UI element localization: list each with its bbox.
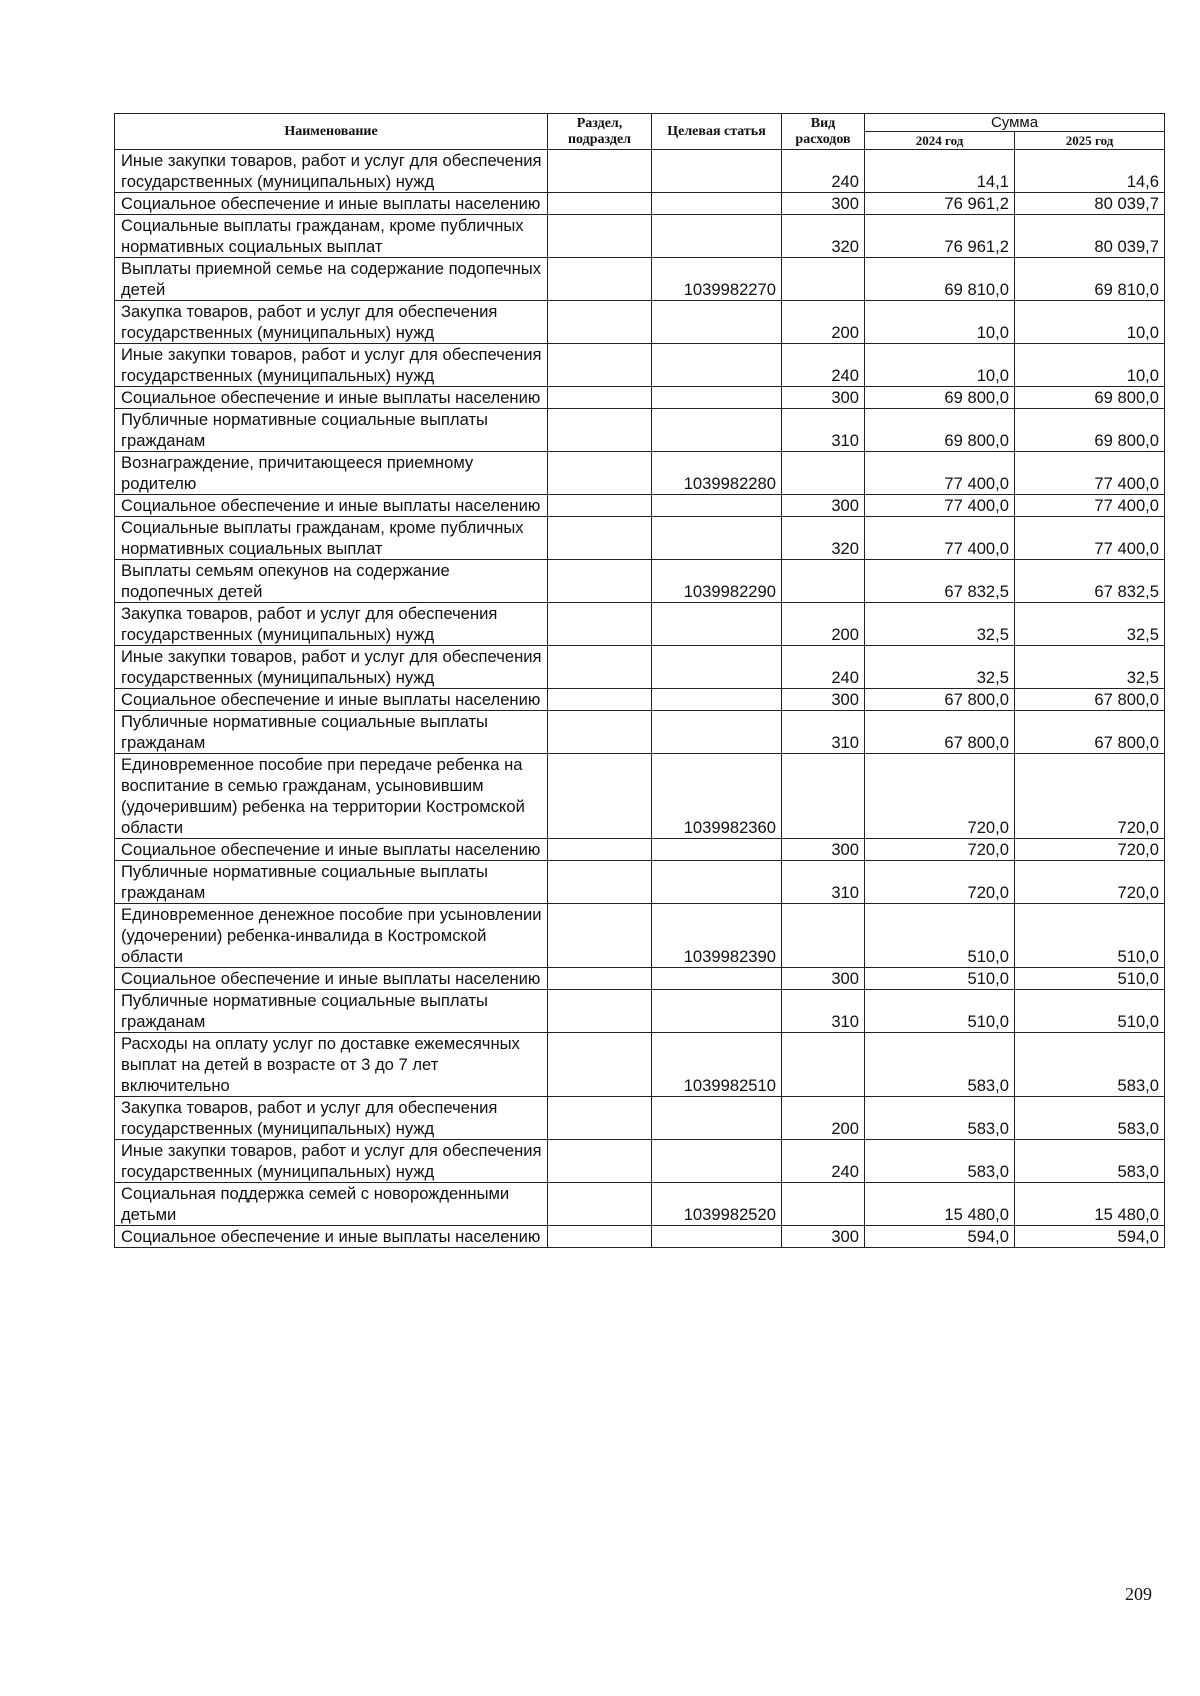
cell-target [652,1140,782,1183]
cell-target: 1039982280 [652,452,782,495]
cell-name: Социальное обеспечение и иные выплаты населению [115,495,548,517]
cell-2024: 583,0 [865,1033,1015,1097]
cell-expense-type: 300 [782,689,865,711]
cell-name: Публичные нормативные социальные выплаты гражданам [115,409,548,452]
cell-target [652,861,782,904]
table-row [115,646,1165,689]
cell-expense-type: 240 [782,344,865,387]
cell-2024: 10,0 [865,344,1015,387]
cell-section [548,387,652,409]
cell-section [548,1140,652,1183]
cell-target [652,1226,782,1248]
cell-target [652,495,782,517]
table-row [115,968,1165,990]
cell-name: Социальное обеспечение и иные выплаты населению [115,1226,548,1248]
cell-target [652,344,782,387]
cell-name: Расходы на оплату услуг по доставке ежемесячных выплат на детей в возрасте от 3 до 7 лет включительно [115,1033,548,1097]
table-row [115,1226,1165,1248]
cell-2025: 80 039,7 [1015,193,1165,215]
table-row [115,861,1165,904]
table-row [115,258,1165,301]
cell-section [548,904,652,968]
page-number: 209 [1125,1584,1152,1604]
cell-2024: 67 832,5 [865,560,1015,603]
cell-2025: 10,0 [1015,344,1165,387]
cell-2025: 510,0 [1015,990,1165,1033]
cell-name: Выплаты приемной семье на содержание подопечных детей [115,258,548,301]
cell-expense-type: 300 [782,968,865,990]
cell-target [652,193,782,215]
table-row [115,215,1165,258]
cell-expense-type [782,1033,865,1097]
cell-name: Публичные нормативные социальные выплаты гражданам [115,861,548,904]
budget-table [114,113,1165,1248]
cell-2025: 69 800,0 [1015,387,1165,409]
table-row [115,344,1165,387]
cell-2025: 583,0 [1015,1140,1165,1183]
cell-2024: 720,0 [865,839,1015,861]
cell-target [652,839,782,861]
cell-expense-type: 300 [782,193,865,215]
cell-section [548,215,652,258]
header-sum: Сумма [865,114,1165,132]
cell-2024: 77 400,0 [865,517,1015,560]
cell-2024: 32,5 [865,603,1015,646]
cell-name: Выплаты семьям опекунов на содержание подопечных детей [115,560,548,603]
cell-2025: 10,0 [1015,301,1165,344]
cell-2024: 67 800,0 [865,711,1015,754]
cell-2025: 15 480,0 [1015,1183,1165,1226]
cell-name: Единовременное денежное пособие при усыновлении (удочерении) ребенка-инвалида в Костромской области [115,904,548,968]
cell-name: Социальное обеспечение и иные выплаты населению [115,839,548,861]
cell-2025: 77 400,0 [1015,452,1165,495]
cell-section [548,344,652,387]
cell-target: 1039982520 [652,1183,782,1226]
cell-expense-type: 300 [782,495,865,517]
cell-2024: 32,5 [865,646,1015,689]
cell-name: Социальное обеспечение и иные выплаты населению [115,193,548,215]
header-year-2024: 2024 год [865,132,1015,150]
cell-section [548,452,652,495]
cell-2024: 510,0 [865,968,1015,990]
cell-expense-type: 300 [782,839,865,861]
cell-section [548,1183,652,1226]
cell-target: 1039982270 [652,258,782,301]
header-section: Раздел, подраздел [548,114,652,150]
cell-2025: 510,0 [1015,968,1165,990]
cell-expense-type: 240 [782,1140,865,1183]
cell-name: Иные закупки товаров, работ и услуг для обеспечения государственных (муниципальных) нужд [115,646,548,689]
cell-2024: 510,0 [865,904,1015,968]
cell-expense-type: 200 [782,603,865,646]
cell-2025: 67 832,5 [1015,560,1165,603]
cell-section [548,1097,652,1140]
cell-2025: 594,0 [1015,1226,1165,1248]
cell-section [548,603,652,646]
table-row [115,193,1165,215]
table-row [115,1140,1165,1183]
table-row [115,150,1165,193]
cell-target: 1039982390 [652,904,782,968]
cell-name: Публичные нормативные социальные выплаты гражданам [115,990,548,1033]
cell-section [548,1226,652,1248]
cell-expense-type: 200 [782,301,865,344]
cell-target [652,409,782,452]
table-row [115,560,1165,603]
cell-name: Социальные выплаты гражданам, кроме публичных нормативных социальных выплат [115,215,548,258]
cell-2024: 77 400,0 [865,452,1015,495]
table-row [115,452,1165,495]
cell-2024: 15 480,0 [865,1183,1015,1226]
cell-2024: 10,0 [865,301,1015,344]
cell-name: Закупка товаров, работ и услуг для обеспечения государственных (муниципальных) нужд [115,1097,548,1140]
cell-2024: 720,0 [865,754,1015,839]
cell-target [652,990,782,1033]
table-row [115,689,1165,711]
cell-expense-type: 240 [782,646,865,689]
cell-target: 1039982290 [652,560,782,603]
cell-target [652,517,782,560]
cell-section [548,990,652,1033]
cell-2025: 510,0 [1015,904,1165,968]
cell-name: Вознаграждение, причитающееся приемному родителю [115,452,548,495]
cell-section [548,560,652,603]
cell-2025: 77 400,0 [1015,517,1165,560]
cell-2024: 720,0 [865,861,1015,904]
table-row [115,1183,1165,1226]
cell-target [652,711,782,754]
cell-2024: 77 400,0 [865,495,1015,517]
cell-name: Единовременное пособие при передаче ребенка на воспитание в семью гражданам, усыновившим (удочерившим) ребенка на территории Костромской области [115,754,548,839]
cell-target [652,646,782,689]
cell-name: Закупка товаров, работ и услуг для обеспечения государственных (муниципальных) нужд [115,603,548,646]
cell-2025: 32,5 [1015,646,1165,689]
table-body [115,150,1165,1248]
cell-section [548,193,652,215]
cell-2025: 69 800,0 [1015,409,1165,452]
cell-section [548,839,652,861]
cell-2024: 14,1 [865,150,1015,193]
cell-target [652,689,782,711]
cell-expense-type: 310 [782,861,865,904]
cell-2024: 76 961,2 [865,193,1015,215]
cell-2024: 76 961,2 [865,215,1015,258]
cell-name: Социальное обеспечение и иные выплаты населению [115,387,548,409]
cell-expense-type: 310 [782,409,865,452]
header-name: Наименование [115,114,548,150]
cell-expense-type: 240 [782,150,865,193]
cell-target: 1039982360 [652,754,782,839]
cell-2024: 594,0 [865,1226,1015,1248]
cell-name: Социальные выплаты гражданам, кроме публичных нормативных социальных выплат [115,517,548,560]
cell-2025: 32,5 [1015,603,1165,646]
cell-section [548,409,652,452]
table-row [115,904,1165,968]
table-row [115,990,1165,1033]
cell-section [548,861,652,904]
cell-target [652,301,782,344]
cell-section [548,150,652,193]
cell-2025: 67 800,0 [1015,711,1165,754]
cell-name: Публичные нормативные социальные выплаты гражданам [115,711,548,754]
table-row [115,1033,1165,1097]
cell-expense-type [782,560,865,603]
table-row [115,387,1165,409]
cell-2024: 583,0 [865,1140,1015,1183]
table-row [115,409,1165,452]
cell-target [652,215,782,258]
cell-2024: 69 810,0 [865,258,1015,301]
cell-section [548,301,652,344]
cell-expense-type [782,904,865,968]
header-expense-type: Вид расходов [782,114,865,150]
cell-expense-type: 310 [782,990,865,1033]
cell-section [548,646,652,689]
cell-name: Иные закупки товаров, работ и услуг для обеспечения государственных (муниципальных) нужд [115,344,548,387]
cell-section [548,968,652,990]
cell-name: Иные закупки товаров, работ и услуг для обеспечения государственных (муниципальных) нужд [115,150,548,193]
cell-2025: 14,6 [1015,150,1165,193]
cell-target [652,968,782,990]
cell-2024: 510,0 [865,990,1015,1033]
cell-name: Социальная поддержка семей с новорожденными детьми [115,1183,548,1226]
cell-name: Иные закупки товаров, работ и услуг для обеспечения государственных (муниципальных) нужд [115,1140,548,1183]
cell-2024: 583,0 [865,1097,1015,1140]
cell-target [652,387,782,409]
cell-2024: 67 800,0 [865,689,1015,711]
cell-target [652,1097,782,1140]
table-row [115,495,1165,517]
cell-2025: 583,0 [1015,1033,1165,1097]
cell-2025: 69 810,0 [1015,258,1165,301]
table-row [115,711,1165,754]
cell-section [548,495,652,517]
cell-section [548,754,652,839]
cell-expense-type [782,754,865,839]
cell-section [548,1033,652,1097]
cell-expense-type: 310 [782,711,865,754]
cell-expense-type: 300 [782,1226,865,1248]
cell-2024: 69 800,0 [865,409,1015,452]
cell-2025: 77 400,0 [1015,495,1165,517]
table-row [115,603,1165,646]
cell-2025: 720,0 [1015,861,1165,904]
cell-expense-type [782,452,865,495]
cell-expense-type [782,1183,865,1226]
header-year-2025: 2025 год [1015,132,1165,150]
cell-section [548,517,652,560]
cell-2025: 720,0 [1015,839,1165,861]
cell-expense-type: 300 [782,387,865,409]
cell-section [548,258,652,301]
header-target: Целевая статья [652,114,782,150]
cell-section [548,711,652,754]
cell-2025: 720,0 [1015,754,1165,839]
cell-2025: 583,0 [1015,1097,1165,1140]
table-row [115,754,1165,839]
table-row [115,839,1165,861]
table-row [115,517,1165,560]
cell-name: Закупка товаров, работ и услуг для обеспечения государственных (муниципальных) нужд [115,301,548,344]
cell-expense-type [782,258,865,301]
cell-target: 1039982510 [652,1033,782,1097]
table-row [115,1097,1165,1140]
table-row [115,301,1165,344]
cell-name: Социальное обеспечение и иные выплаты населению [115,689,548,711]
cell-section [548,689,652,711]
cell-2025: 67 800,0 [1015,689,1165,711]
cell-target [652,150,782,193]
cell-2024: 69 800,0 [865,387,1015,409]
cell-2025: 80 039,7 [1015,215,1165,258]
cell-expense-type: 320 [782,215,865,258]
cell-target [652,603,782,646]
cell-expense-type: 320 [782,517,865,560]
cell-name: Социальное обеспечение и иные выплаты населению [115,968,548,990]
cell-expense-type: 200 [782,1097,865,1140]
